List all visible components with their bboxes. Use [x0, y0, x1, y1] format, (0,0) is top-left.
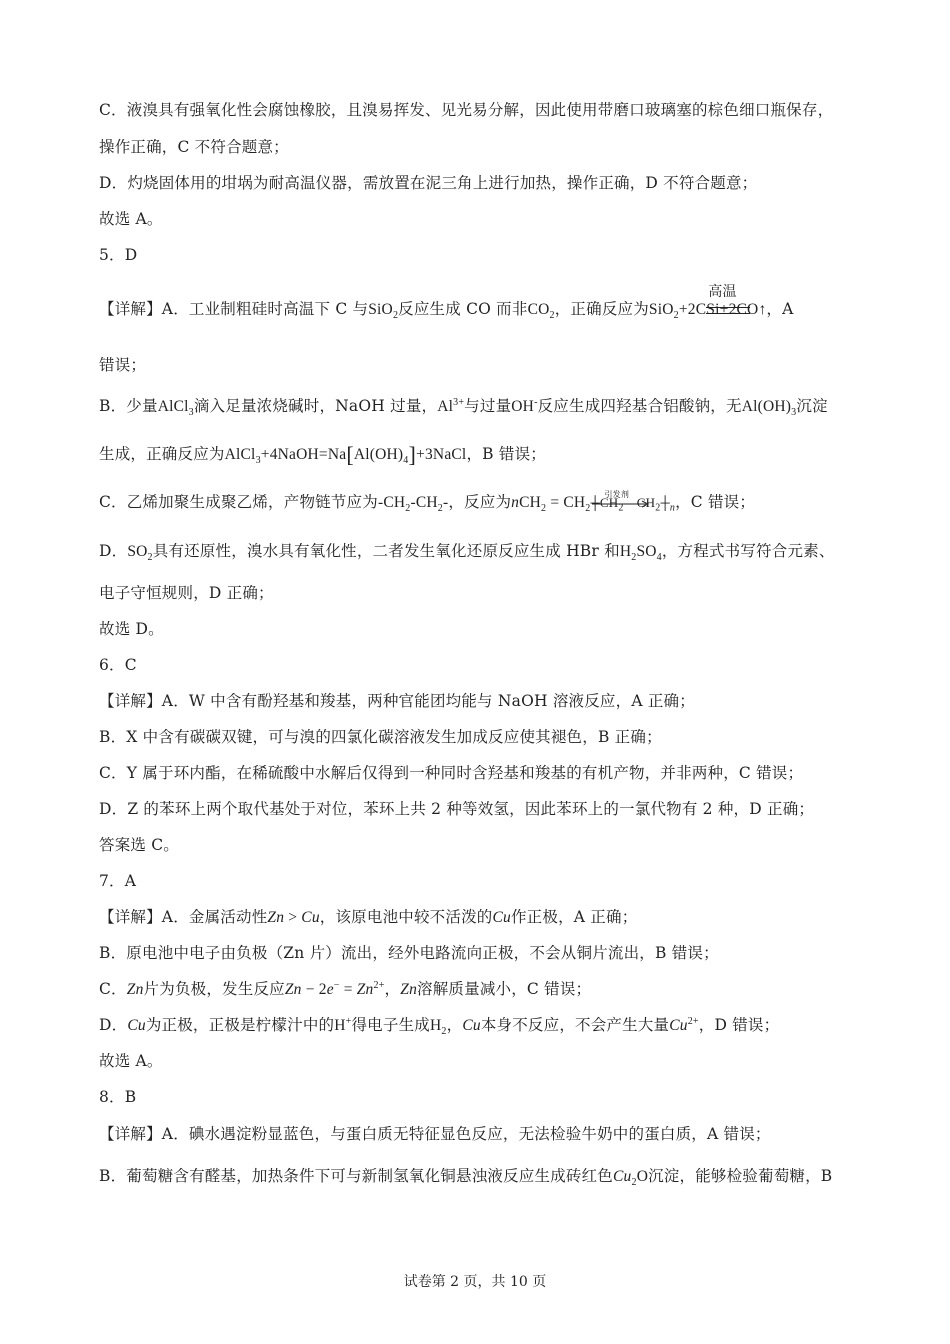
text: 【详解】A．碘水遇淀粉显蓝色，与蛋白质无特征显色反应，无法检验牛奶中的蛋白质，A 错误； [99, 1125, 771, 1143]
text-line [99, 492, 755, 513]
text: 答案选 C。 [99, 836, 179, 854]
text: 得电子生成 [351, 1016, 430, 1034]
text: D．Z 的苯环上两个取代基处于对位，苯环上共 2 种等效氢，因此苯环上的一氯代物有 2 种，D 正确； [99, 800, 815, 818]
text: 故选 A。 [99, 210, 163, 228]
equation-aluminate: $AlCl_3+4NaOH=Na[Al(OH)_4]+3NaCl$ [224, 442, 467, 467]
text-line [99, 583, 274, 603]
text-line [99, 799, 814, 819]
formula-h-plus: H+ [334, 1015, 352, 1034]
equation-zn-oxidation: $Zn - 2e^- = Zn^{2+}$ [284, 979, 385, 998]
text-line [99, 835, 179, 855]
formula-aloh3: $Al(OH)_3$ [741, 398, 797, 419]
text: 电子守恒规则，D 正确； [99, 584, 274, 602]
text: 滴入足量浓烧碱时，NaOH 过量， [193, 397, 438, 415]
text-line [99, 1051, 163, 1071]
text-line [99, 1166, 832, 1187]
text: 5．D [99, 246, 138, 264]
text: 【详解】A．金属活动性 [99, 908, 268, 926]
text-line [99, 355, 146, 375]
text-line [99, 1015, 779, 1036]
text: C．液溴具有强氧化性会腐蚀橡胶，且溴易挥发、见光易分解，因此使用带磨口玻璃塞的棕色细口瓶保存， [99, 101, 834, 119]
formula-cu2o: $Cu_2O$ [613, 1168, 649, 1189]
text: C．Y 属于环内酯，在稀硫酸中水解后仅得到一种同时含羟基和羧基的有机产物，并非两种，C 错误； [99, 764, 804, 782]
text: 操作正确，C 不符合题意； [99, 138, 289, 156]
text-line [99, 691, 695, 711]
text-line [99, 979, 591, 1000]
text-line [99, 619, 164, 639]
text-line [99, 541, 835, 562]
text: 溶解质量减小，C 错误； [417, 980, 592, 998]
text-line [99, 137, 289, 157]
text-line [99, 727, 662, 747]
formula-so2: $SO_2$ [127, 543, 153, 564]
text: 【详解】A．W 中含有酚羟基和羧基，两种官能团均能与 NaOH 溶液反应，A 正确； [99, 692, 695, 710]
formula-alcl3: AlCl$_3$ [157, 398, 194, 419]
text: D． [99, 1016, 128, 1034]
text: 8．B [99, 1088, 137, 1106]
text-line [99, 763, 803, 783]
text-line [99, 285, 794, 322]
formula-chain-unit: $-CH_2-CH_2-$ [377, 494, 449, 515]
condition-label: 高温 [708, 285, 737, 301]
text: ，方程式书写符合元素、 [661, 542, 835, 560]
text-line [99, 1124, 771, 1144]
question-number [99, 871, 136, 891]
condition-label: 引发剂 [604, 490, 630, 500]
formula-cu: Cu [127, 1017, 146, 1034]
formula-cu: Cu [492, 909, 511, 926]
formula-cu: Cu [462, 1017, 481, 1034]
text: B．葡萄糖含有醛基，加热条件下可与新制氢氧化铜悬浊液反应生成砖红色 [99, 1167, 613, 1185]
text: 6．C [99, 656, 137, 674]
text: 沉淀，能够检验葡萄糖，B [648, 1167, 833, 1185]
text: D．灼烧固体用的坩埚为耐高温仪器，需放置在泥三角上进行加热，操作正确，D 不符合题意； [99, 174, 758, 192]
formula-oh-minus: OH- [511, 396, 538, 415]
equation-silicon: SiO$_2$+2C 高温 Si+2CO↑ [648, 285, 767, 322]
text: ，反应为 [448, 493, 512, 511]
formula-zn: Zn [126, 981, 144, 998]
text: ，B 错误； [466, 445, 546, 463]
text: D． [99, 542, 128, 560]
text: 错误； [99, 356, 147, 374]
text: ，C 错误； [675, 493, 756, 511]
text: 【详解】A．工业制粗硅时高温下 C 与 [99, 300, 369, 318]
text: 7．A [99, 872, 137, 890]
formula-h2: $H_2$ [430, 1017, 447, 1038]
text: 为正极，正极是柠檬汁中的 [145, 1016, 335, 1034]
formula-zn-gt-cu: Zn > Cu [267, 909, 320, 926]
text: ， [384, 980, 401, 998]
text: 反应生成 CO 而非 [398, 300, 528, 318]
formula-cu2plus: $Cu^{2+}$ [669, 1015, 699, 1034]
text: B．少量 [99, 397, 158, 415]
formula-co2: $CO_2$ [527, 301, 555, 322]
text: 沉淀 [796, 397, 828, 415]
equation-polymerization: $nCH_2 = CH_2$ 引发剂 $┼CH_2—CH_2┼_n$ [511, 494, 675, 511]
formula-sio2: SiO$_2$ [368, 301, 399, 322]
text: 故选 A。 [99, 1052, 163, 1070]
page-footer: 试卷第 2 页，共 10 页 [403, 1274, 547, 1290]
question-number [99, 655, 137, 675]
text: C．乙烯加聚生成聚乙烯，产物链节应为 [99, 493, 378, 511]
question-number [99, 245, 137, 265]
text: 生成，正确反应为 [99, 445, 225, 463]
text: ， [446, 1016, 463, 1034]
formula-zn: Zn [400, 981, 418, 998]
text: 与过量 [464, 397, 512, 415]
text-line [99, 173, 757, 193]
text: 故选 D。 [99, 620, 164, 638]
text: ，A [766, 300, 794, 318]
text: 作正极，A 正确； [510, 908, 638, 926]
text-line [99, 209, 163, 229]
text: B．X 中含有碳碳双键，可与溴的四氯化碳溶液发生加成反应使其褪色，B 正确； [99, 728, 662, 746]
text-line [99, 396, 828, 417]
text-line [99, 100, 833, 120]
text: 本身不反应，不会产生大量 [480, 1016, 670, 1034]
text: 片为负极，发生反应 [143, 980, 285, 998]
text: B．原电池中电子由负极（Zn 片）流出，经外电路流向正极，不会从铜片流出，B 错误； [99, 944, 719, 962]
text: C． [99, 980, 127, 998]
formula-al3plus: $Al^{3+}$ [437, 396, 465, 415]
text: 反应生成四羟基合铝酸钠，无 [537, 397, 742, 415]
text-line [99, 943, 719, 963]
text: ，该原电池中较不活泼的 [319, 908, 493, 926]
text: ，D 错误； [698, 1016, 780, 1034]
question-number [99, 1087, 136, 1107]
text-line [99, 907, 637, 928]
text: 具有还原性，溴水具有氧化性，二者发生氧化还原反应生成 HBr 和 [152, 542, 620, 560]
formula-h2so4: $H_2SO_4$ [619, 543, 662, 564]
text-line [99, 444, 546, 465]
text: ，正确反应为 [554, 300, 649, 318]
